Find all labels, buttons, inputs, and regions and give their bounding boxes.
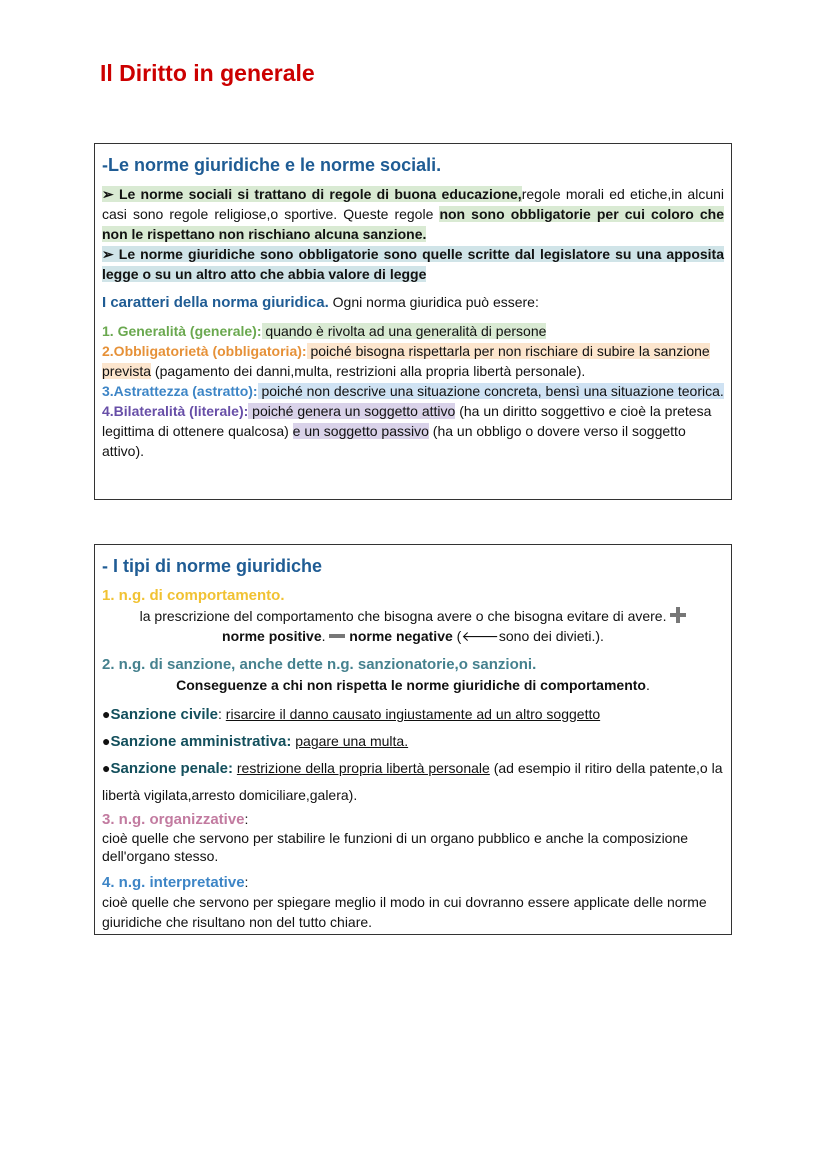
sanzione-sep: : (218, 706, 226, 722)
item-extra: (pagamento dei danni,multa, restrizioni alla propria libertà personale). (151, 363, 586, 379)
s1-title-line (102, 585, 724, 606)
box2-heading: - I tipi di norme giuridiche (102, 556, 323, 576)
norme-sociali-text: regole morali ed etiche,in alcuni casi sono regole religiose,o sportive. Queste regole (102, 186, 724, 222)
s1-pos: norme positive (222, 628, 322, 644)
sanzione-text: restrizione della propria libertà personale (236, 760, 490, 776)
item-text: poiché genera un soggetto attivo (248, 403, 456, 419)
s3-title-line: 3. n.g. organizzative: (102, 811, 249, 828)
sanzione-civile (102, 701, 724, 728)
s1-neg: norme negative (349, 628, 453, 644)
norme-sociali-bold: ➢ Le norme sociali si trattano di regole di buona educazione, (102, 186, 522, 202)
sanzione-label: Sanzione penale: (110, 760, 233, 777)
s2-body: Conseguenze a chi non rispetta le norme giuridiche di comportamento. (176, 677, 650, 693)
box1-heading: -Le norme giuridiche e le norme sociali. (102, 155, 442, 175)
s2-text: Conseguenze a chi non rispetta le norme giuridiche di comportamento (176, 677, 646, 693)
paragraph-norme-giuridiche (102, 244, 724, 284)
item-text: poiché bisogna rispettarla per non rischiare di subire la sanzione prevista (102, 343, 710, 379)
sanzione-text: risarcire il danno causato ingiustamente ad un altro soggetto (225, 706, 601, 722)
item-text2: e un soggetto passivo (292, 423, 429, 439)
sanzione-label: Sanzione civile (110, 706, 219, 723)
bullet-icon: ● (102, 733, 111, 749)
norme-sociali-bold2: non sono obbligatorie per cui coloro che non le rispettano non rischiano alcuna sanzione. (102, 206, 724, 242)
plus-icon (670, 607, 686, 623)
sanzione-text: pagare una multa. (295, 733, 409, 749)
s1-text: la prescrizione del comportamento che bisogna avere o che bisogna evitare di avere. (139, 608, 667, 624)
s3-text: cioè quelle che servono per stabilire le funzioni di un organo pubblico e anche la composizione dell'organo stesso. (102, 830, 689, 864)
minus-icon (329, 634, 345, 638)
bullet-icon: ● (102, 706, 111, 722)
item-text: poiché non descrive una situazione concreta, bensì una situazione teorica. (257, 383, 724, 399)
caratteri-intro: Ogni norma giuridica può essere: (328, 294, 539, 310)
s4-text: cioè quelle che servono per spiegare meglio il modo in cui dovranno essere applicate delle norme giuridiche che risultano non del tutto chiare. (102, 894, 707, 930)
sanzione-amministrativa (102, 728, 724, 755)
item-text: quando è rivolta ad una generalità di persone (261, 323, 547, 339)
s4-title-line: 4. n.g. interpretative: (102, 874, 249, 891)
left-arrow-icon: 🡐 (461, 628, 499, 644)
box-norme-sociali (94, 143, 732, 500)
s2-title: 2. n.g. di sanzione, anche dette n.g. sanzionatorie,o sanzioni. (102, 656, 537, 673)
item-label: 1. Generalità (generale): (102, 323, 262, 339)
s4-title: 4. n.g. interpretative (102, 874, 245, 891)
s3-title: 3. n.g. organizzative (102, 811, 245, 828)
item-label: 3.Astrattezza (astratto): (102, 383, 258, 399)
s2-title-line (102, 654, 724, 675)
page-title: Il Diritto in generale (100, 60, 315, 86)
item-label: 2.Obbligatorietà (obbligatoria): (102, 343, 307, 359)
sanzione-penale (102, 755, 724, 808)
caratteri-line (102, 292, 724, 313)
item-extra: (ha un obbligo o dovere verso il soggetto attivo). (102, 423, 686, 459)
item-obbligatorieta (102, 341, 724, 381)
caratteri-heading: I caratteri della norma giuridica. (102, 294, 329, 311)
sanzione-extra: (ad esempio il ritiro della patente,o la libertà vigilata,arresto domiciliare,galera). (102, 760, 723, 803)
s1-title: 1. n.g. di comportamento. (102, 587, 285, 604)
item-bilateralita (102, 401, 724, 461)
paragraph-norme-sociali (102, 184, 724, 244)
item-label: 4.Bilateralità (literale): (102, 403, 249, 419)
sanzione-label: Sanzione amministrativa: (110, 733, 292, 750)
item-mid: (ha un diritto soggettivo e cioè la pretesa legittima di ottenere qualcosa) (102, 403, 712, 439)
bullet-icon: ● (102, 760, 111, 776)
item-astrattezza (102, 381, 724, 401)
s1-body: la prescrizione del comportamento che bisogna avere o che bisogna evitare di avere. norme positive. norme negative (🡐sono dei divieti.). (102, 606, 724, 646)
item-generalita (102, 321, 724, 341)
box-tipi-norme (94, 544, 732, 935)
norme-giuridiche-bold: ➢ Le norme giuridiche sono obbligatorie sono quelle scritte dal legislatore su una apposita legge o su un altro atto che abbia valore di legge (102, 246, 724, 282)
s1-neg-note: sono dei divieti.). (498, 628, 604, 644)
